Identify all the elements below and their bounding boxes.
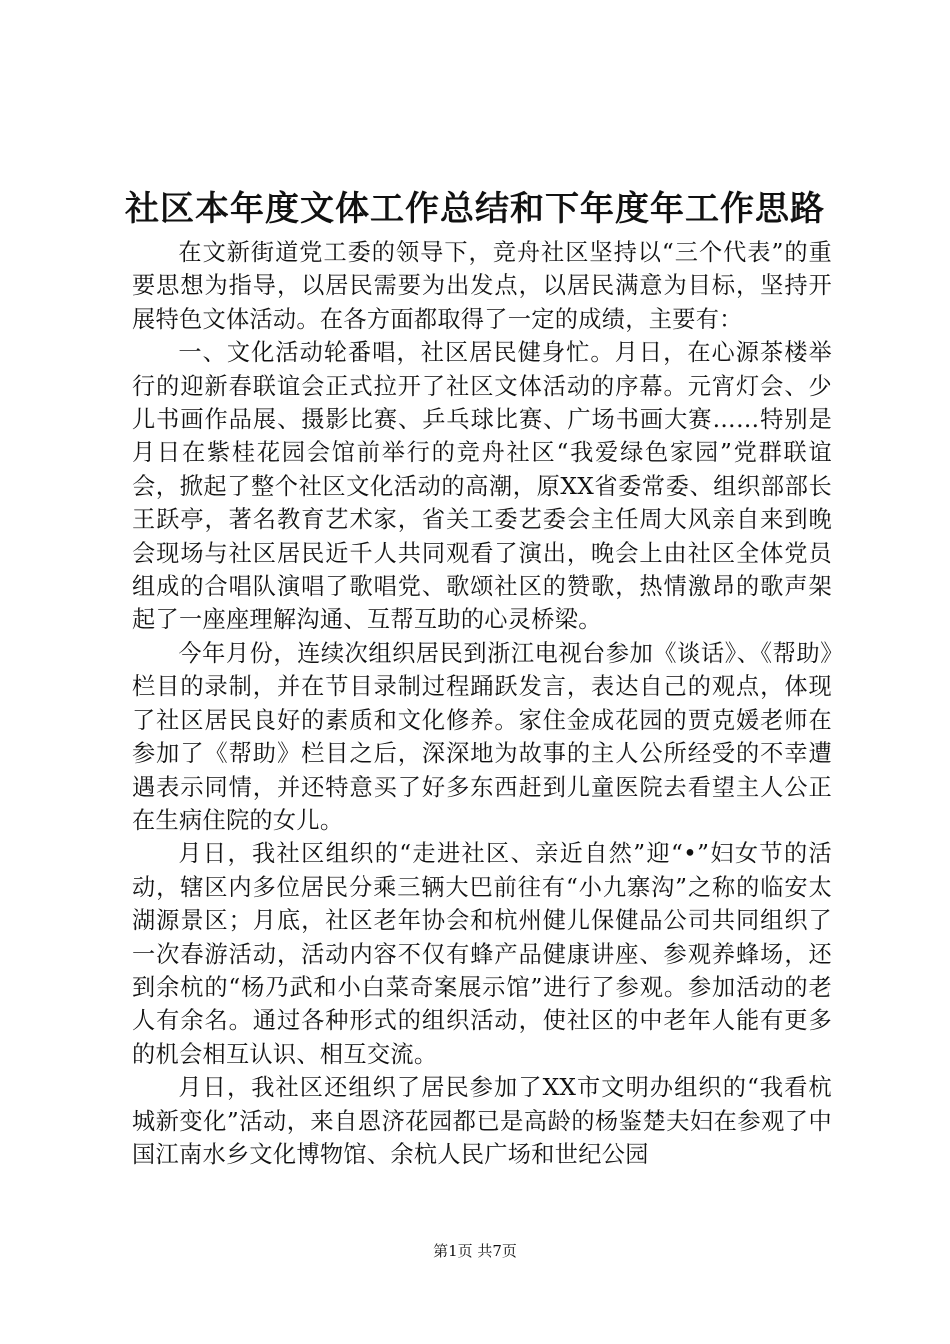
document-body <box>132 236 832 1171</box>
paragraph-womens-day-outing: 月日，我社区组织的“走进社区、亲近自然”迎“•”妇女节的活动，辖区内多位居民分乘三辆大巴前往有“小九寨沟”之称的临安太湖源景区；月底，社区老年协会和杭州健儿保健品公司共同组织了一次春游活动，活动内容不仅有蜂产品健康讲座、参观养蜂场，还到余杭的“杨乃武和小白菜奇案展示馆”进行了参观。参加活动的老人有余名。通过各种形式的组织活动，使社区的中老年人能有更多的机会相互认识、相互交流。 <box>132 840 832 1068</box>
paragraph-cultural-activities: 一、文化活动轮番唱，社区居民健身忙。月日，在心源茶楼举行的迎新春联谊会正式拉开了社区文体活动的序幕。元宵灯会、少儿书画作品展、摄影比赛、乒乓球比赛、广场书画大赛……特别是月日在紫桂花园会馆前举行的竞舟社区“我爱绿色家园”党群联谊会，掀起了整个社区文化活动的高潮，原XX省委常委、组织部部长王跃亭，著名教育艺术家，省关工委艺委会主任周大风亲自来到晚会现场与社区居民近千人共同观看了演出，晚会上由社区全体党员组成的合唱队演唱了歌唱党、歌颂社区的赞歌，热情激昂的歌声架起了一座座理解沟通、互帮互助的心灵桥梁。 <box>132 339 832 634</box>
paragraph-tv-programs: 今年月份，连续次组织居民到浙江电视台参加《谈话》、《帮助》栏目的录制，并在节目录制过程踊跃发言，表达自己的观点，体现了社区居民良好的素质和文化修养。家住金成花园的贾克媛老师在参加了《帮助》栏目之后，深深地为故事的主人公所经受的不幸遭遇表示同情，并还特意买了好多东西赶到儿童医院去看望主人公正在生病住院的女儿。 <box>132 639 832 834</box>
page-number: 第1页 共7页 <box>433 1242 517 1260</box>
paragraph-intro: 在文新街道党工委的领导下，竞舟社区坚持以“三个代表”的重要思想为指导，以居民需要为出发点，以居民满意为目标，坚持开展特色文体活动。在各方面都取得了一定的成绩，主要有： <box>132 239 832 333</box>
document-title: 社区本年度文体工作总结和下年度年工作思路 <box>125 189 825 229</box>
paragraph-city-changes: 月日，我社区还组织了居民参加了XX市文明办组织的“我看杭城新变化”活动，来自恩济花园都已是高龄的杨鉴楚夫妇在参观了中国江南水乡文化博物馆、余杭人民广场和世纪公园 <box>132 1074 832 1168</box>
